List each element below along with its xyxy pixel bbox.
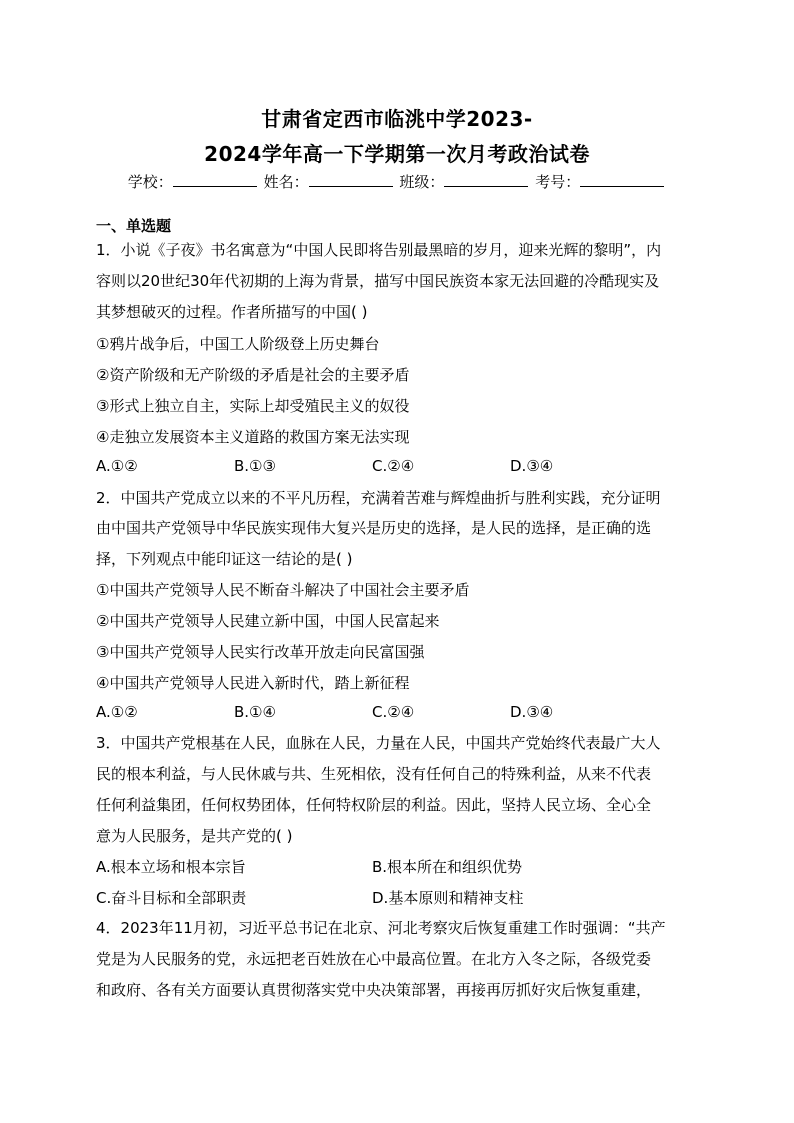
question-1-option-a[interactable]: A.①②	[96, 457, 138, 475]
page-title-line-1: 甘肃省定西市临洮中学2023-	[261, 107, 533, 131]
question-2-option-b[interactable]: B.①④	[234, 703, 276, 721]
question-1-item-3: ③形式上独立自主，实际上却受殖民主义的奴役	[96, 397, 410, 415]
question-1-item-2: ②资产阶级和无产阶级的矛盾是社会的主要矛盾	[96, 366, 410, 384]
question-1-option-d[interactable]: D.③④	[510, 457, 554, 475]
school-blank[interactable]	[173, 173, 257, 187]
question-3-option-c[interactable]: C.奋斗目标和全部职责	[96, 889, 247, 907]
question-2-option-d[interactable]: D.③④	[510, 703, 554, 721]
question-4-line-2: 党是为人民服务的党，永远把老百姓放在心中最高位置。在北方入冬之际，各级党委	[96, 950, 652, 968]
question-3-option-a[interactable]: A.根本立场和根本宗旨	[96, 858, 246, 876]
question-1-item-4: ④走独立发展资本主义道路的救国方案无法实现	[96, 428, 410, 446]
question-3-line-4: 意为人民服务，是共产党的( )	[96, 827, 293, 845]
question-4-line-1: 4．2023年11月初，习近平总书记在北京、河北考察灾后恢复重建工作时强调：“共产	[96, 919, 666, 937]
question-1-line-2: 容则以20世纪30年代初期的上海为背景，描写中国民族资本家无法回避的冷酷现实及	[96, 272, 660, 290]
question-2-item-4: ④中国共产党领导人民进入新时代，踏上新征程	[96, 674, 410, 692]
question-1-item-1: ①鸦片战争后，中国工人阶级登上历史舞台	[96, 335, 380, 353]
number-blank[interactable]	[580, 173, 664, 187]
question-2-line-1: 2．中国共产党成立以来的不平凡历程，充满着苦难与辉煌曲折与胜利实践，充分证明	[96, 489, 661, 507]
question-2-line-3: 择，下列观点中能印证这一结论的是( )	[96, 550, 353, 568]
class-blank[interactable]	[444, 173, 528, 187]
question-3-line-1: 3．中国共产党根基在人民，血脉在人民，力量在人民，中国共产党始终代表最广大人	[96, 734, 661, 752]
question-1-line-1: 1．小说《子夜》书名寓意为“中国人民即将告别最黑暗的岁月，迎来光辉的黎明”，内	[96, 241, 662, 259]
question-3-line-2: 民的根本利益，与人民休戚与共、生死相依，没有任何自己的特殊利益，从来不代表	[96, 765, 652, 783]
page-title-line-2: 2024学年高一下学期第一次月考政治试卷	[204, 142, 590, 166]
student-info-row	[0, 171, 794, 192]
question-2-item-1: ①中国共产党领导人民不断奋斗解决了中国社会主要矛盾	[96, 581, 470, 599]
name-blank[interactable]	[309, 173, 393, 187]
question-1-line-3: 其梦想破灭的过程。作者所描写的中国( )	[96, 303, 368, 321]
question-4-line-3: 和政府、各有关方面要认真贯彻落实党中央决策部署，再接再厉抓好灾后恢复重建，	[96, 981, 652, 999]
question-1-option-c[interactable]: C.②④	[372, 457, 415, 475]
question-3-option-d[interactable]: D.基本原则和精神支柱	[372, 889, 524, 907]
question-3-option-b[interactable]: B.根本所在和组织优势	[372, 858, 523, 876]
question-1-option-b[interactable]: B.①③	[234, 457, 276, 475]
school-label: 学校：	[127, 173, 173, 191]
question-3-line-3: 任何利益集团，任何权势团体，任何特权阶层的利益。因此，坚持人民立场、全心全	[96, 796, 652, 814]
question-2-option-c[interactable]: C.②④	[372, 703, 415, 721]
question-2-item-3: ③中国共产党领导人民实行改革开放走向民富国强	[96, 643, 425, 661]
question-2-item-2: ②中国共产党领导人民建立新中国，中国人民富起来	[96, 612, 440, 630]
number-label: 考号：	[535, 173, 581, 191]
name-label: 姓名：	[263, 173, 309, 191]
section-heading: 一、单选题	[96, 217, 172, 235]
question-2-option-a[interactable]: A.①②	[96, 703, 138, 721]
question-2-line-2: 由中国共产党领导中华民族实现伟大复兴是历史的选择，是人民的选择，是正确的选	[96, 519, 652, 537]
class-label: 班级：	[399, 173, 445, 191]
